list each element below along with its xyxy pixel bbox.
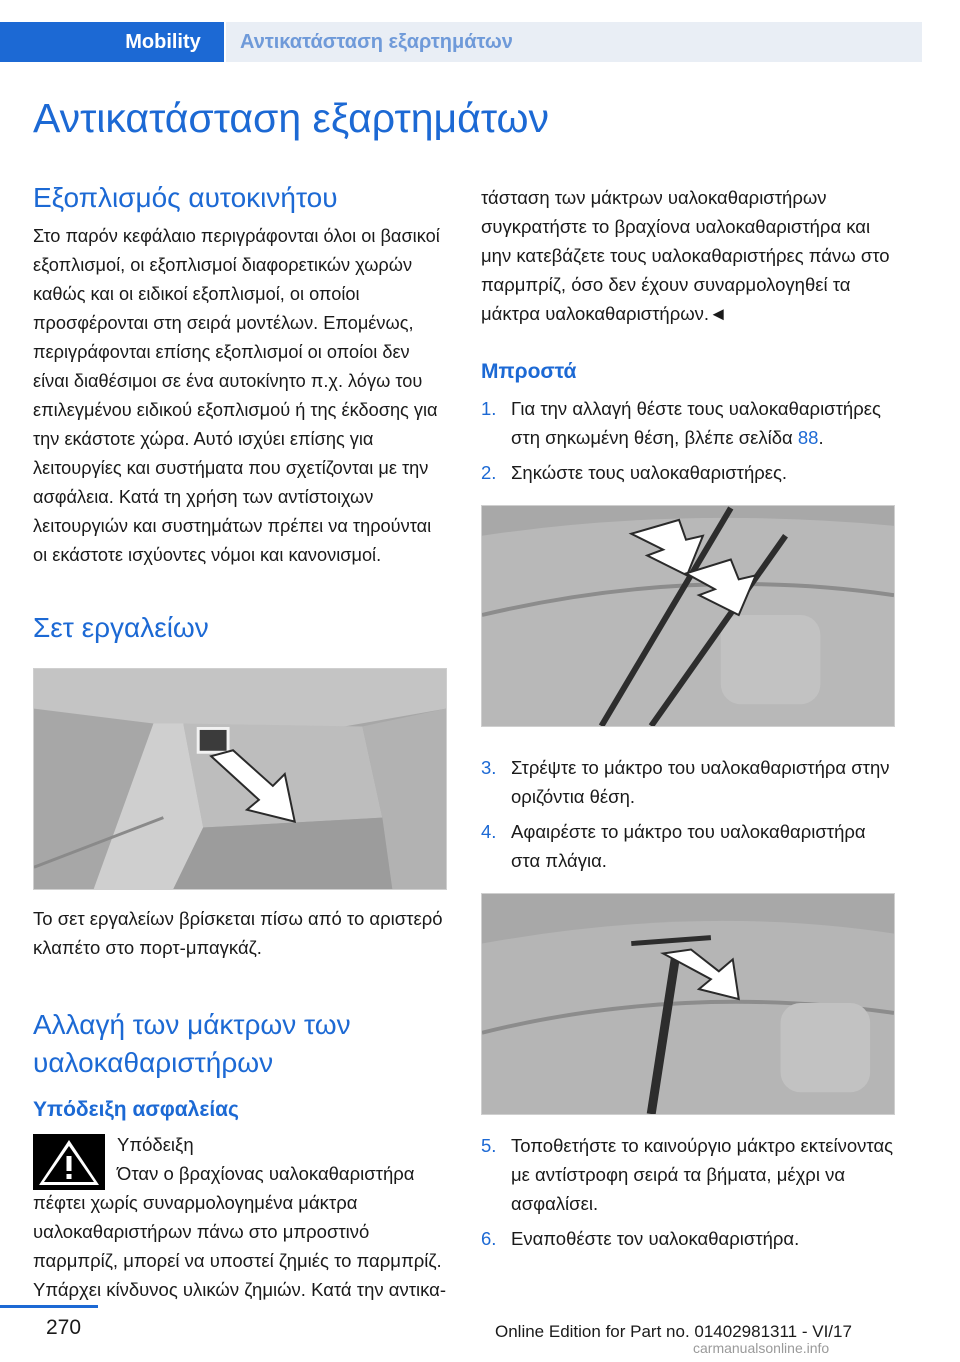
page-title: Αντικατάσταση εξαρτημάτων	[33, 95, 549, 141]
steps-list-c	[481, 1131, 897, 1253]
note-label: Υπόδειξη	[117, 1134, 194, 1155]
safety-note	[33, 1130, 449, 1188]
steps-list-b	[481, 753, 897, 875]
list-item	[481, 753, 897, 811]
list-item	[481, 1131, 897, 1218]
wiper-raise-figure	[481, 505, 895, 727]
equipment-text: Στο παρόν κεφάλαιο περιγράφονται όλοι οι βασικοί εξοπλισμοί, οι εξοπλισμοί διαφορετικών χωρών καθώς και οι ειδικοί εξοπλισμοί, οι οποίοι προσφέρονται στη σειρά μοντέλων. Επομένως, περιγράφονται επίσης εξοπλισμοί οι οποίοι δεν είναι διαθέσιμοι σε ένα αυτοκίνητο π.χ. λόγω του επιλεγμένου ειδικού εξοπλισμού ή της έκδοσης για την εκάστοτε χώρα. Αυτό ισχύει επίσης για λειτουργίες και συστήματα που σχετίζονται με την ασφάλεια. Κατά τη χρήση των αντίστοιχων λειτουργιών και συστημάτων πρέπει να τηρούνται οι εκάστοτε ισχύοντες νόμοι και κανονισμοί.	[33, 226, 440, 565]
trunk-illustration	[34, 669, 446, 889]
page-number: 270	[46, 1316, 82, 1339]
list-item	[481, 1224, 897, 1253]
header-color-block	[0, 22, 102, 62]
list-item	[481, 817, 897, 875]
tab-current-chapter[interactable]: Αντικατάσταση εξαρτημάτων	[226, 22, 922, 62]
note-text: πέφτει χωρίς συναρμολογημένα μάκτρα υαλοκαθαριστήρων πάνω στο μπροστινό παρμπρίζ, μπορεί να υποστεί ζημιές το παρμπρίζ. Υπάρχει κίνδυνος υλικών ζημιών. Κατά την αντικα-	[33, 1192, 446, 1300]
step-text: Εναποθέστε τον υαλοκαθαριστήρα.	[511, 1228, 800, 1249]
right-column	[481, 180, 897, 1253]
step-number: 1.	[481, 398, 497, 419]
toolkit-heading: Σετ εργαλείων	[33, 612, 209, 643]
wiper-remove-illustration	[482, 894, 894, 1114]
front-heading: Μπροστά	[481, 360, 577, 383]
toolkit-text: Το σετ εργαλείων βρίσκεται πίσω από το αριστερό κλαπέτο στο πορτ-μπαγκάζ.	[33, 908, 443, 958]
tab-mobility[interactable]: Mobility	[102, 22, 224, 62]
step-text: Αφαιρέστε το μάκτρο του υαλοκαθαριστήρα στα πλάγια.	[511, 821, 866, 871]
list-item	[481, 394, 897, 452]
header-tabbar	[0, 22, 922, 62]
step-text: Στρέψτε το μάκτρο του υαλοκαθαριστήρα στην οριζόντια θέση.	[511, 757, 890, 807]
page-link[interactable]: 88	[797, 427, 819, 448]
list-item	[481, 458, 897, 487]
edition-text: Online Edition for Part no. 01402981311 - VI/17	[495, 1322, 852, 1341]
wiper-heading: Αλλαγή των μάκτρων των υαλοκαθαριστήρων	[33, 1009, 351, 1078]
step-text: Σηκώστε τους υαλοκαθαριστήρες.	[511, 462, 788, 483]
safety-heading: Υπόδειξη ασφαλείας	[33, 1098, 239, 1121]
step-number: 4.	[481, 821, 497, 842]
wiper-raise-illustration	[482, 506, 894, 726]
left-column	[33, 180, 449, 1304]
equipment-heading: Εξοπλισμός αυτοκινήτου	[33, 182, 338, 213]
step-end: .	[818, 427, 824, 448]
step-number: 2.	[481, 462, 497, 483]
step-text: Για την αλλαγή θέστε τους υαλοκαθαριστήρες στη σηκωμένη θέση, βλέπε σελίδα	[511, 398, 881, 448]
wiper-remove-figure	[481, 893, 895, 1115]
step-number: 5.	[481, 1135, 497, 1156]
step-number: 3.	[481, 757, 497, 778]
note-text-first: Όταν ο βραχίονας υαλοκαθαριστήρα	[117, 1163, 415, 1184]
toolkit-figure	[33, 668, 447, 890]
footer-rule	[0, 1305, 98, 1308]
step-number: 6.	[481, 1228, 497, 1249]
steps-list-a	[481, 394, 897, 487]
note-continuation: τάσταση των μάκτρων υαλοκαθαριστήρων συγκρατήστε το βραχίονα υαλοκαθαριστήρα και μην κατεβάζετε τους υαλοκαθαριστήρες πάνω στο παρμπρίζ, όσο δεν έχουν συναρμολογηθεί τα μάκτρα υαλοκαθαριστήρων.◄	[481, 187, 890, 324]
warning-icon	[33, 1134, 105, 1190]
watermark: carmanualsonline.info	[693, 1340, 830, 1356]
step-text: Τοποθετήστε το καινούργιο μάκτρο εκτείνοντας με αντίστροφη σειρά τα βήματα, μέχρι να ασφαλίσει.	[511, 1135, 894, 1214]
